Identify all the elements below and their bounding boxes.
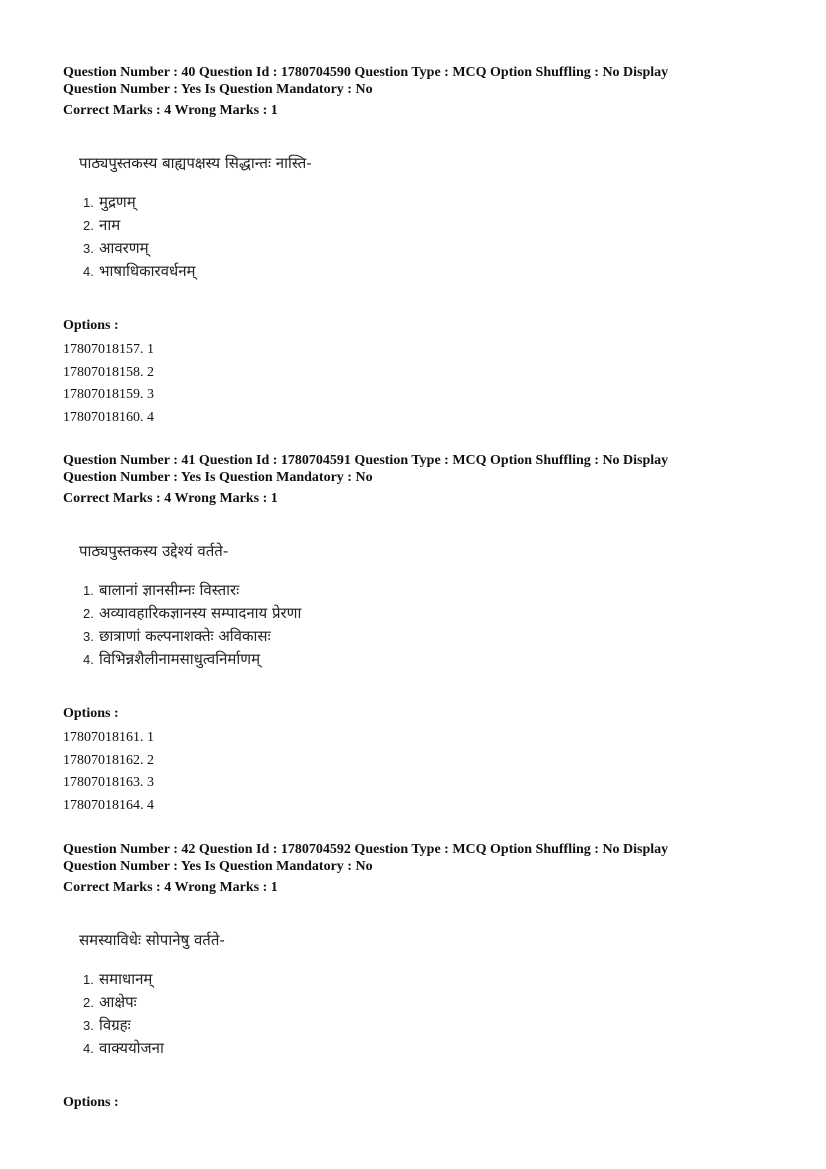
choice-item <box>83 991 763 1014</box>
option-id-row: 17807018164. 4 <box>63 797 154 813</box>
choice-item <box>83 1014 763 1037</box>
choice-label: भाषाधिकारवर्धनम् <box>99 262 196 280</box>
options-list <box>63 727 763 817</box>
question-meta-line: Question Number : 41 Question Id : 1780704591 Question Type : MCQ Option Shuffling : No Display <box>63 453 669 468</box>
option-id-row: 17807018157. 1 <box>63 342 154 357</box>
choice-item <box>83 602 763 625</box>
option-id-row: 17807018162. 2 <box>63 752 154 768</box>
choice-label: नाम <box>99 216 121 234</box>
choice-number: 3. <box>83 1018 94 1033</box>
question-text: समस्याविधेः सोपानेषु वर्तते- <box>79 931 225 949</box>
choice-label: विग्रहः <box>99 1016 131 1034</box>
choice-item <box>83 191 763 214</box>
option-id-row: 17807018163. 3 <box>63 775 154 790</box>
choice-list <box>83 579 763 671</box>
question-meta-line: Question Number : Yes Is Question Mandatory : No <box>63 859 373 874</box>
choice-number: 4. <box>83 652 94 667</box>
question-meta-line: Question Number : Yes Is Question Mandatory : No <box>63 82 373 97</box>
question-meta-line: Question Number : Yes Is Question Mandatory : No <box>63 470 373 485</box>
choice-number: 4. <box>83 1041 94 1056</box>
choice-label: वाक्ययोजना <box>99 1039 164 1057</box>
choice-list <box>83 968 763 1060</box>
options-heading: Options : <box>63 318 119 333</box>
choice-label: छात्राणां कल्पनाशक्तेः अविकासः <box>99 627 271 645</box>
choice-label: आवरणम् <box>99 239 149 257</box>
choice-number: 1. <box>83 972 94 987</box>
question-block <box>63 841 763 1111</box>
options-heading: Options : <box>63 1095 119 1110</box>
choice-item <box>83 579 763 602</box>
choice-number: 1. <box>83 583 94 598</box>
choice-number: 2. <box>83 606 94 621</box>
choice-number: 2. <box>83 995 94 1010</box>
choice-number: 3. <box>83 241 94 256</box>
choice-number: 4. <box>83 264 94 279</box>
choice-label: बालानां ज्ञानसीम्नः विस्तारः <box>99 581 240 599</box>
choice-item <box>83 968 763 991</box>
options-heading: Options : <box>63 706 119 721</box>
option-id-row: 17807018160. 4 <box>63 409 154 425</box>
question-text: पाठ्यपुस्तकस्य उद्देश्यं वर्तते- <box>79 542 229 560</box>
option-id-row: 17807018158. 2 <box>63 364 154 380</box>
question-block <box>63 452 763 817</box>
question-meta-line: Question Number : 40 Question Id : 1780704590 Question Type : MCQ Option Shuffling : No Display <box>63 65 669 80</box>
question-meta-line: Question Number : 42 Question Id : 1780704592 Question Type : MCQ Option Shuffling : No Display <box>63 842 669 857</box>
choice-item <box>83 648 763 671</box>
choice-item <box>83 237 763 260</box>
choice-label: आक्षेपः <box>99 993 137 1011</box>
question-marks: Correct Marks : 4 Wrong Marks : 1 <box>63 880 278 895</box>
choice-item <box>83 625 763 648</box>
option-id-row: 17807018159. 3 <box>63 387 154 402</box>
question-marks: Correct Marks : 4 Wrong Marks : 1 <box>63 103 278 118</box>
choice-label: मुद्रणम् <box>99 193 136 211</box>
question-block <box>63 64 763 429</box>
choice-item <box>83 1037 763 1060</box>
choice-number: 2. <box>83 218 94 233</box>
choice-item <box>83 214 763 237</box>
choice-list <box>83 191 763 283</box>
option-id-row: 17807018161. 1 <box>63 730 154 745</box>
question-marks: Correct Marks : 4 Wrong Marks : 1 <box>63 491 278 506</box>
choice-number: 3. <box>83 629 94 644</box>
question-text: पाठ्यपुस्तकस्य बाह्यपक्षस्य सिद्धान्तः नास्ति- <box>79 154 312 172</box>
choice-label: समाधानम् <box>99 970 153 988</box>
options-list <box>63 339 763 429</box>
choice-number: 1. <box>83 195 94 210</box>
choice-item <box>83 260 763 283</box>
choice-label: विभिन्नशैलीनामसाधुत्वनिर्माणम् <box>99 650 261 668</box>
choice-label: अव्यावहारिकज्ञानस्य सम्पादनाय प्रेरणा <box>99 604 302 622</box>
